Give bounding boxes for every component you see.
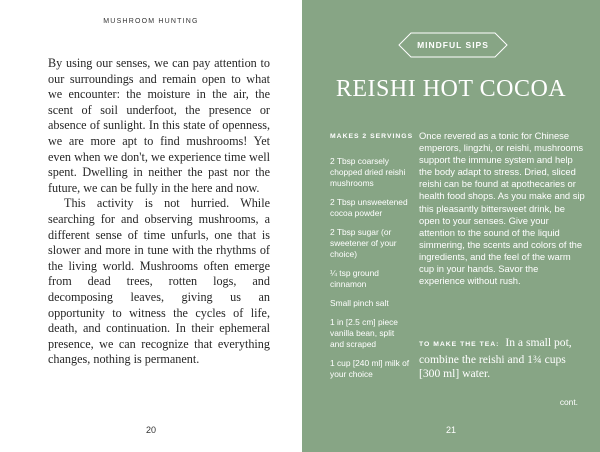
- mindful-sips-badge: [398, 32, 508, 58]
- recipe-step: [419, 336, 585, 382]
- badge-label: MINDFUL SIPS: [417, 40, 489, 50]
- right-page: [302, 0, 600, 452]
- body-text: [48, 56, 270, 368]
- step-text: In a small pot, combine the reishi and 1¾ cups [300 ml] water.: [419, 336, 572, 380]
- paragraph-1: By using our senses, we can pay attention to our surroundings and remain open to what we encounter: the moisture in the air, the scent of soil underfoot, the presence or absence of sunlight. In this state of openness, we are more apt to find mushrooms! Yet even when we don't, we experience time well spent. Dwelling in neither the past nor the future, we can be fully in the here and now.: [48, 56, 270, 195]
- paragraph-2: This activity is not hurried. While searching for and observing mushrooms, a different sense of time unfurls, one that is slower and more in tune with the rhythms of the living world. Mushrooms often emerge from dead trees, rotten logs, and decomposing leaves, giving us an opportunity to witness the cycles of life, death, and continuation. In their ephemeral presence, we can recognize that everything changes, nothing is permanent.: [48, 196, 270, 367]
- running-head: MUSHROOM HUNTING: [103, 18, 199, 25]
- ingredient-item: 1 cup [240 ml] milk of your choice: [330, 358, 410, 379]
- page-number-right: 21: [445, 425, 456, 435]
- ingredient-item: 2 Tbsp sugar (or sweetener of your choice): [330, 227, 397, 259]
- servings-label: MAKES 2 SERVINGS: [330, 133, 414, 140]
- page-number-left: 20: [145, 425, 156, 435]
- recipe-intro: Once revered as a tonic for Chinese emperors, lingzhi, or reishi, mushrooms support the immune system and help the body adapt to stress. Dried, sliced reishi can be found at apothecaries or health food shops. As you make and sip this pleasantly bittersweet drink, be open to your senses. Give your attention to the sound of the liquid simmering, the scents and colors of the ingredients, and the feel of the warm cup in your hands. Savor the experience without rush.: [419, 130, 585, 287]
- step-label: TO MAKE THE TEA:: [419, 341, 500, 348]
- ingredient-item: 1 in [2.5 cm] piece vanilla bean, split and scraped: [330, 317, 398, 349]
- ingredient-list: [330, 156, 410, 388]
- continued-label: cont.: [559, 397, 578, 407]
- ingredient-item: 2 Tbsp unsweetened cocoa powder: [330, 197, 408, 218]
- recipe-title: REISHI HOT COCOA: [335, 76, 567, 102]
- ingredient-item: Small pinch salt: [330, 298, 389, 308]
- ingredient-item: 2 Tbsp coarsely chopped dried reishi mushrooms: [330, 156, 406, 188]
- ingredient-item: ¼ tsp ground cinnamon: [330, 268, 379, 289]
